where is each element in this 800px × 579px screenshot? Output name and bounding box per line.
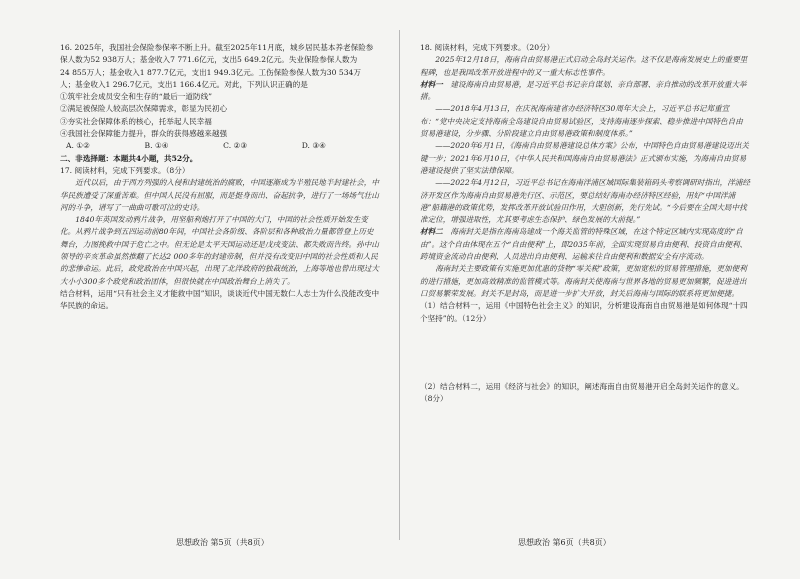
q18-title: 18. 阅读材料，完成下列要求。（20分）: [420, 43, 555, 52]
question-16: [60, 42, 380, 153]
sub-question-1: （1）结合材料一，运用《中国特色社会主义》的知识，分析建设海南自由贸易港是如何体现“十四个坚持”的。（12分）: [420, 301, 748, 323]
question-17: [60, 165, 380, 313]
option-d[interactable]: D. ③④: [301, 141, 326, 151]
material-1-para: ——2022年4月12日，习近平总书记在海南洋浦区域国际集装箱码头考察调研时指出，洋浦经济开发区作为海南自由贸易港先行区、示范区，要总结好海南办经济特区经验，用好“中国洋浦港”船籍港的政策优势，发挥改革开放试验田作用，大胆创新，先行先试。“今后要在全国大局中找准定位，增强进取性，尤其要考虑生态保护、绿色发展的大前提。”: [420, 178, 750, 225]
material-2-text: 海南封关是指在海南岛建成一个海关监管的特殊区域，在这个特定区域内实现高度的“自由”。这个自由体现在五个“自由便利”上，即2035年前，全面实现贸易自由便利、投资自由便利、跨境资金流动自由便利、人员进出自由便利、运输来往自由便利和数据安全有序流动。: [420, 227, 748, 262]
page-footer: 思想政治 第5页（共8页）: [176, 538, 269, 547]
q17-task: 结合材料，运用“只有社会主义才能救中国”知识，谈谈近代中国无数仁人志士为什么没能改变中华民族的命运。: [60, 288, 380, 311]
sub-question-2: （2）结合材料二，运用《经济与社会》的知识，阐述海南自由贸易港开启全岛封关运作的意义。（8分）: [420, 381, 744, 404]
q17-title: 17. 阅读材料，完成下列要求。（8分）: [60, 165, 190, 175]
right-page: [400, 0, 800, 579]
q17-material-para: 1840年英国发动鸦片战争，用坚船利炮打开了中国的大门，中国的社会性质开始发生变化。从鸦片战争到五四运动前80年间，中国社会各阶级、各阶层和各种政治力量都曾登上历史舞台，力图挽救中国于危亡之中。但无论是太平天国运动还是戊戌变法、都失败而告终。孙中山领导的辛亥革命虽然推翻了长达2 000多年的封建帝制，但并没有改变旧中国的社会性质和人民的悲惨命运。此后，政党政治在中国兴起，出现了北洋政府的独裁统治，上海等地也曾出现过大大小小300多个政党和政治团体，但很快就在中国政治舞台上消失了。: [60, 215, 379, 286]
section-heading: 二、非选择题：本题共4小题，共52分。: [60, 153, 198, 163]
material-1-para: ——2020年6月1日，《海南自由贸易港建设总体方案》公布，中国特色自由贸易港建设迈出关键一步；2021年6月10日，《中华人民共和国海南自由贸易港法》正式颁布实施，为海南自由贸易港建设提供了坚实法律保障。: [420, 141, 749, 175]
q16-item: ③夯实社会保障体系的核心，托举起人民幸福: [60, 116, 212, 126]
q16-item: ①筑牢社会成员安全和生存的“最后一道防线”: [60, 92, 213, 102]
q16-options: [66, 140, 326, 152]
material-2-para: 海南封关主要政策有实施更加优惠的货物“零关税”政策，更加宽松的贸易管理措施，更加便利的进行措施，更加高效精准的监管模式等。海南封关使海南与世界各地的贸易更加频繁，促进进出口贸易繁荣发展。封关不是封岛，而是进一步扩大开放，封关后海南与国际的联系将更加便捷。: [420, 264, 747, 298]
q16-stem-line: 24 855万人；基金收入1 877.7亿元，支出1 949.3亿元。工伤保险参保人数为30 534万: [60, 67, 361, 77]
right-column: [420, 42, 750, 405]
option-b[interactable]: B. ①④: [144, 141, 169, 151]
q18-intro: 2025年12月18日，海南自由贸易港正式启动全岛封关运作。这不仅是海南发展史上的重要里程碑，也是我国改革开放进程中的又一重大标志性事件。: [420, 55, 748, 77]
material-1-label: 材料一: [420, 79, 443, 89]
q16-item: ②满足被保险人较高层次保障需求，彰显为民初心: [60, 104, 228, 114]
question-18: [420, 42, 750, 405]
left-column: [60, 42, 380, 313]
answer-space[interactable]: [420, 325, 750, 381]
page-footer: 思想政治 第6页（共8页）: [518, 538, 611, 547]
material-1-text: 建设海南自由贸易港，是习近平总书记亲自谋划、亲自部署、亲自推动的改革开放重大举措。: [420, 79, 747, 102]
option-c[interactable]: C. ②③: [223, 141, 248, 151]
q16-stem-line: 16. 2025年，我国社会保险参保率不断上升。截至2025年11月底，城乡居民基本养老保险参: [60, 43, 374, 52]
material-2-label: 材料二: [420, 227, 443, 237]
q16-stem-line: 保人数为52 938万人；基金收入7 771.6亿元，支出5 649.2亿元。失业保险参保人数为: [60, 55, 358, 65]
q16-item: ④我国社会保障能力提升，群众的获得感越来越强: [60, 129, 228, 139]
material-1-para: ——2018年4月13日，在庆祝海南建省办经济特区30周年大会上，习近平总书记郑重宣布：“党中央决定支持海南全岛建设自由贸易试验区，支持海南逐步探索、稳步推进中国特色自由贸易港建设，分步骤、分阶段建立自由贸易港政策和制度体系。”: [420, 104, 743, 139]
option-a[interactable]: A. ①②: [66, 141, 90, 151]
q17-material-para: 近代以后，由于西方列强的入侵和封建统治的腐败，中国逐渐成为半殖民地半封建社会，中华民族遭受了深重苦难。但中国人民没有屈服，而是挺身而出、奋起抗争，进行了一场场气壮山河的斗争，谱写了一曲曲可歌可泣的史诗。: [60, 178, 379, 212]
q16-stem-line: 人；基金收入1 296.7亿元，支出1 166.4亿元。对此，下列认识正确的是: [60, 79, 308, 89]
